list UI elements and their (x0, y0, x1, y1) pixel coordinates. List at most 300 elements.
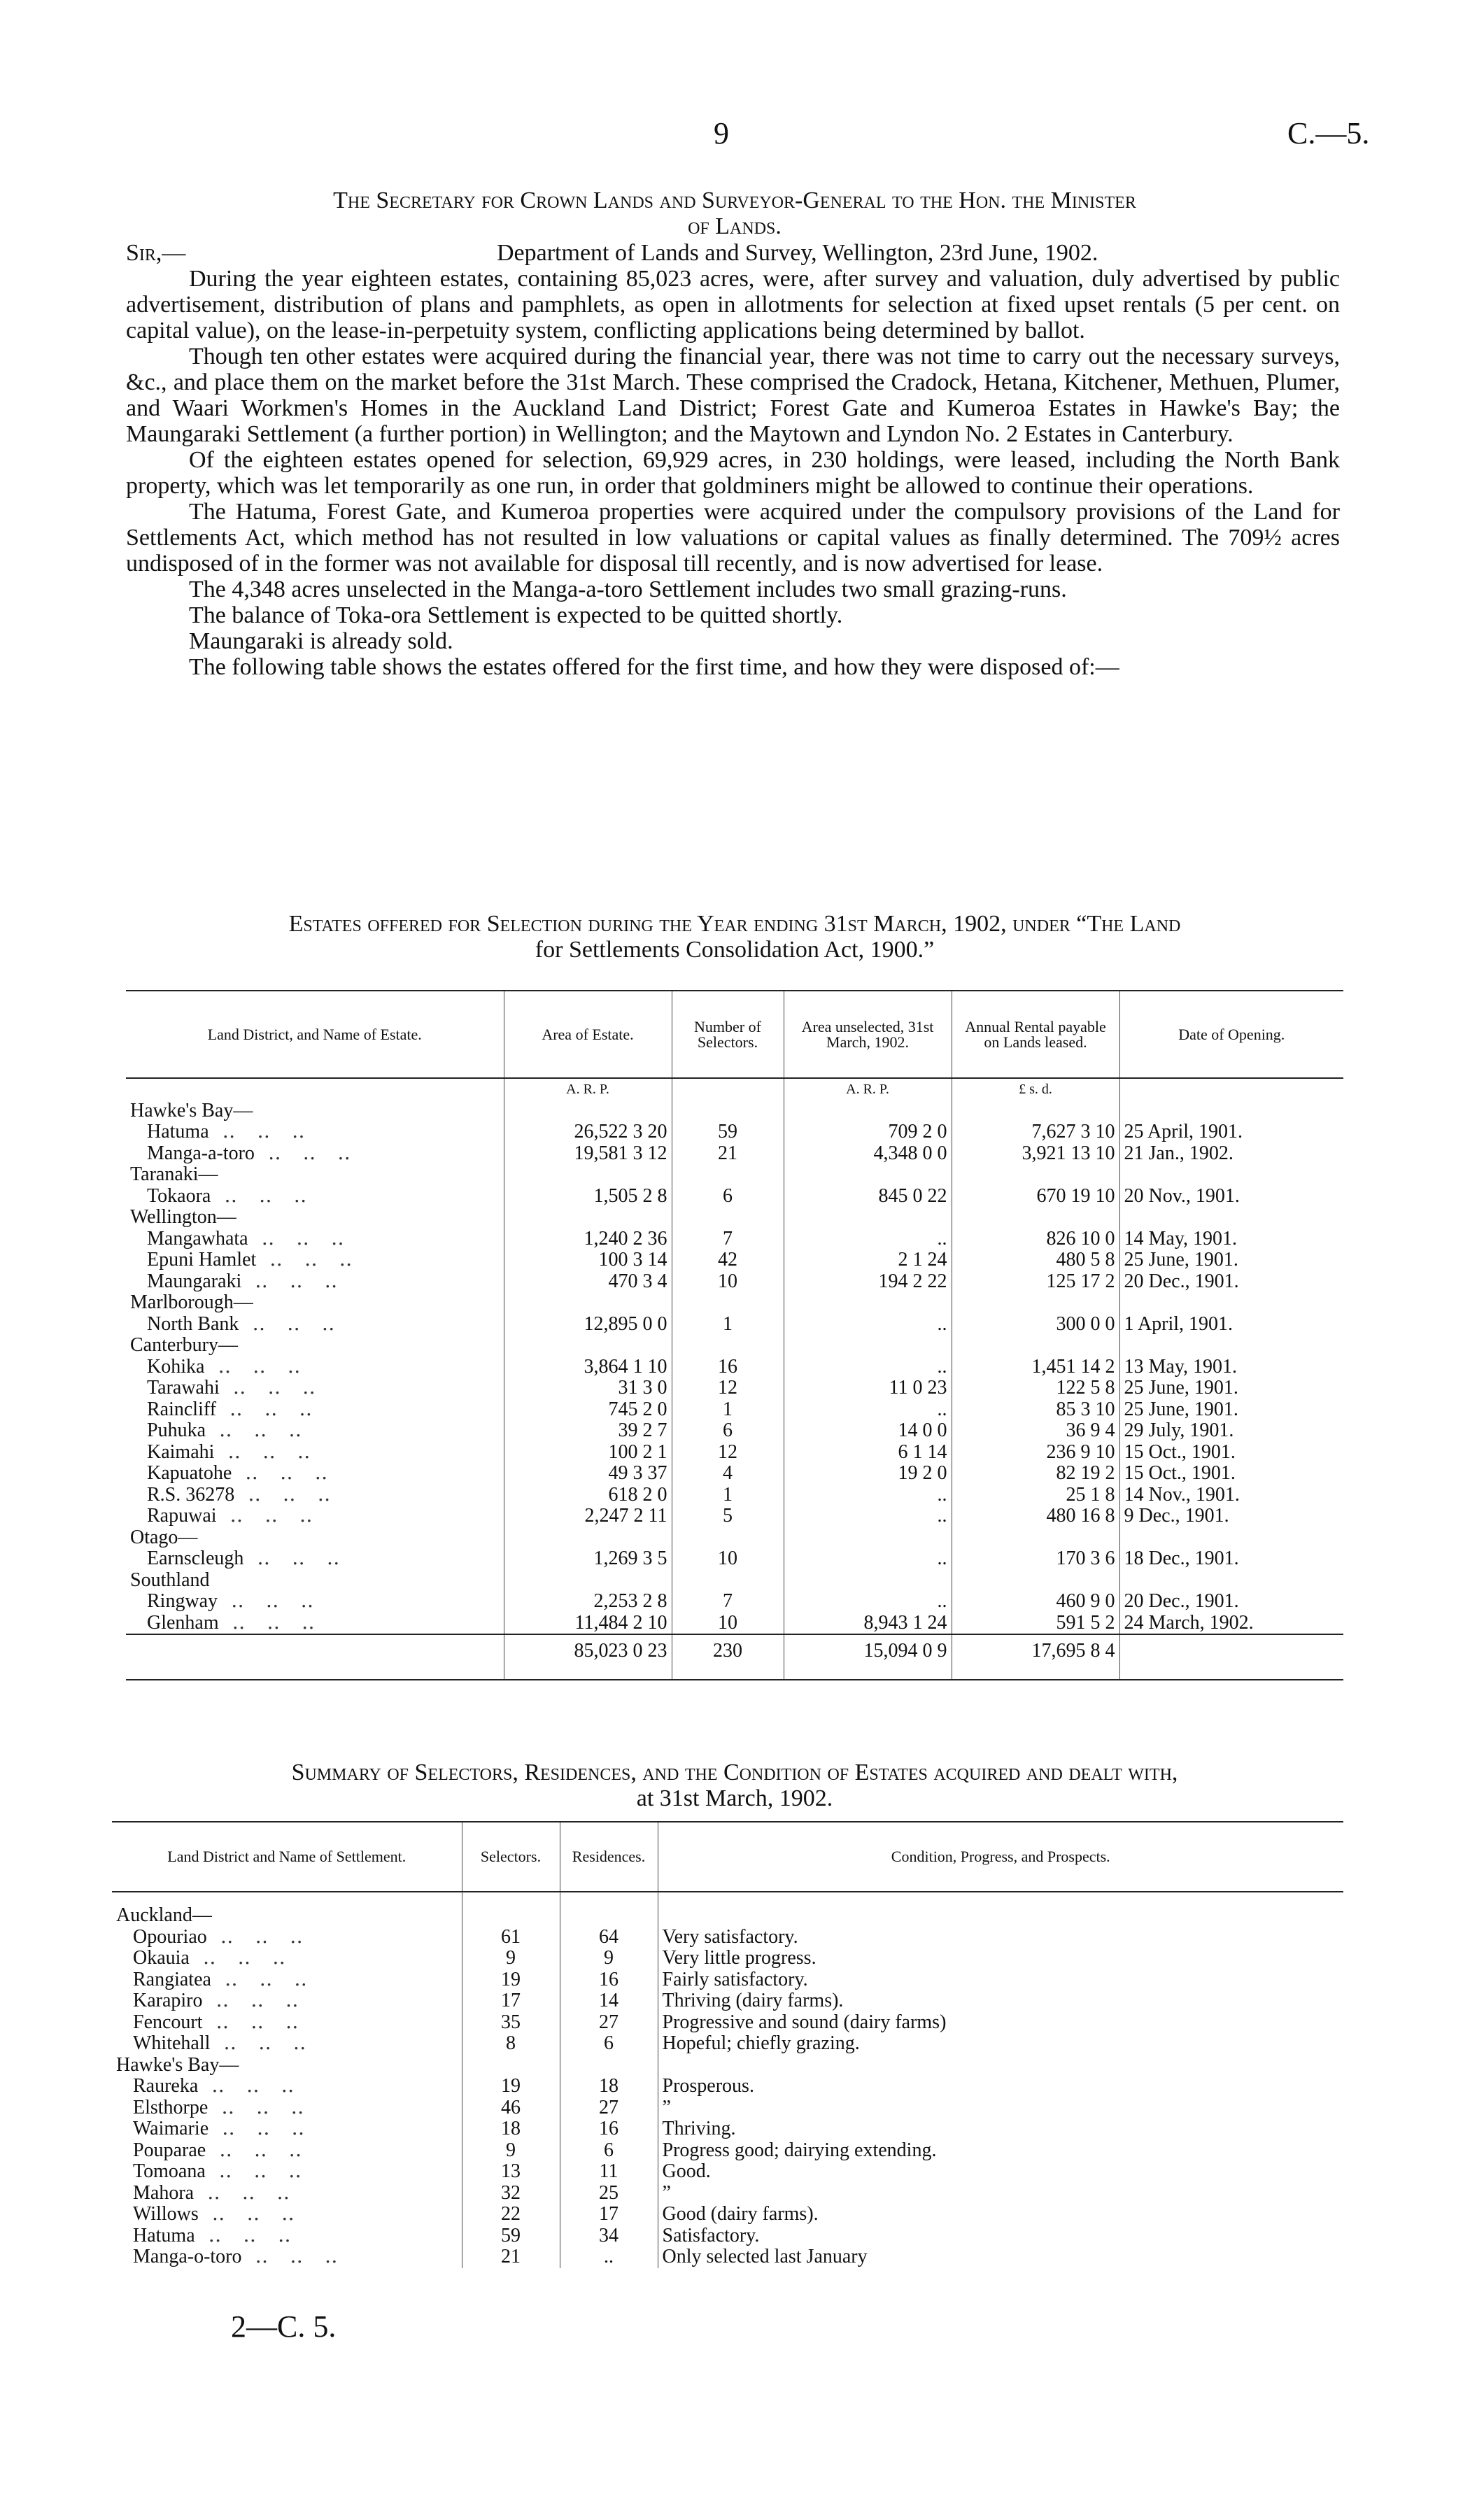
table-row (112, 2097, 1343, 2119)
unselected-cell: .. (784, 1506, 952, 1527)
district-row (126, 1207, 1343, 1229)
area-cell: 100 2 1 (504, 1442, 672, 1464)
table-row (112, 2246, 1343, 2268)
unselected-cell: 6 1 14 (784, 1442, 952, 1464)
salutation-line (126, 240, 1340, 266)
leader-dots: ‥ ‥ ‥ (209, 1121, 313, 1142)
paragraph: The 4,348 acres unselected in the Manga-a-toro Settlement includes two small grazing-runs. (189, 576, 1067, 602)
estate-name-cell (112, 2033, 462, 2055)
estate-name-cell (126, 1591, 504, 1613)
empty-cell (1119, 1164, 1343, 1186)
empty-cell (462, 2055, 560, 2076)
selectors-cell: 1 (672, 1485, 784, 1506)
leader-dots: ‥ ‥ ‥ (206, 2139, 311, 2161)
selectors-cell: 61 (462, 1927, 560, 1948)
table1-title-line2: for Settlements Consolidation Act, 1900.” (535, 937, 935, 963)
unselected-cell: 2 1 24 (784, 1250, 952, 1271)
residences-cell: .. (560, 2246, 658, 2268)
leader-dots: ‥ ‥ ‥ (248, 1228, 353, 1250)
empty-cell (462, 1892, 560, 1927)
unselected-cell: .. (784, 1548, 952, 1570)
rental-cell: 85 3 10 (952, 1399, 1119, 1421)
district-name: Hawke's Bay— (116, 2053, 239, 2076)
rental-cell: 3,921 13 10 (952, 1143, 1119, 1165)
leader-dots: ‥ ‥ ‥ (218, 1612, 323, 1634)
empty-cell (504, 1100, 672, 1122)
table2-title-line1: Summary of Selectors, Residences, and the Condition of Estates acquired and dealt with, (291, 1760, 1178, 1785)
unselected-cell: .. (784, 1399, 952, 1421)
col-header-date: Date of Opening. (1119, 991, 1343, 1078)
selectors-cell: 10 (672, 1548, 784, 1570)
table-row (126, 1357, 1343, 1378)
district-name: Auckland— (116, 1904, 212, 1926)
empty-cell (1119, 1570, 1343, 1592)
estate-name-cell (112, 2225, 462, 2247)
rental-cell: 25 1 8 (952, 1485, 1119, 1506)
estate-name: Waimarie (133, 2118, 209, 2139)
date-cell: 15 Oct., 1901. (1119, 1442, 1343, 1464)
selectors-cell: 19 (462, 1969, 560, 1991)
unselected-cell: .. (784, 1357, 952, 1378)
empty-cell (952, 1207, 1119, 1229)
leader-dots: ‥ ‥ ‥ (232, 1463, 337, 1484)
leader-dots: ‥ ‥ ‥ (256, 1250, 361, 1270)
estate-name: Rapuwai (147, 1506, 217, 1527)
col-header-condition: Condition, Progress, and Prospects. (658, 1822, 1343, 1892)
table2-title-line2: at 31st March, 1902. (636, 1785, 833, 1811)
condition-cell: Only selected last January (658, 2246, 1343, 2268)
estate-name: Fencourt (133, 2011, 203, 2033)
residences-cell: 6 (560, 2140, 658, 2162)
estate-name-cell (126, 1314, 504, 1336)
selectors-cell: 35 (462, 2012, 560, 2034)
estate-name: Maungaraki (147, 1270, 242, 1292)
estate-name: Whitehall (133, 2033, 211, 2054)
estate-name-cell (126, 1485, 504, 1506)
selectors-cell: 1 (672, 1314, 784, 1336)
table-row (112, 2118, 1343, 2140)
unselected-cell: 709 2 0 (784, 1121, 952, 1143)
estate-name: R.S. 36278 (147, 1484, 235, 1506)
condition-cell: Thriving. (658, 2118, 1343, 2140)
date-cell: 29 July, 1901. (1119, 1420, 1343, 1442)
estate-name: Tarawahi (147, 1378, 220, 1399)
unselected-cell: .. (784, 1485, 952, 1506)
unselected-cell: 19 2 0 (784, 1463, 952, 1485)
empty-cell (784, 1207, 952, 1229)
residences-cell: 17 (560, 2204, 658, 2225)
table-row (112, 1969, 1343, 1991)
selectors-cell: 7 (672, 1591, 784, 1613)
estate-name-cell (112, 2140, 462, 2162)
empty-cell (952, 1527, 1119, 1549)
col-header-area: Area of Estate. (504, 991, 672, 1078)
estate-name-cell (126, 1378, 504, 1399)
estate-name-cell (126, 1463, 504, 1485)
empty-cell (560, 2055, 658, 2076)
leader-dots: ‥ ‥ ‥ (241, 2246, 346, 2267)
residences-cell: 16 (560, 1969, 658, 1991)
selectors-cell: 59 (462, 2225, 560, 2247)
paragraph: The balance of Toka-ora Settlement is expected to be quitted shortly. (189, 602, 843, 628)
district-row (126, 1570, 1343, 1592)
rental-cell: 826 10 0 (952, 1229, 1119, 1250)
residences-cell: 9 (560, 1948, 658, 1969)
unselected-cell: 11 0 23 (784, 1378, 952, 1399)
empty-cell (504, 1570, 672, 1592)
condition-cell: Fairly satisfactory. (658, 1969, 1343, 1991)
district-row (126, 1164, 1343, 1186)
estate-name: Puhuka (147, 1420, 206, 1441)
col-header-rental: Annual Rental payable on Lands leased. (952, 991, 1119, 1078)
condition-cell: ” (658, 2097, 1343, 2119)
leader-dots: ‥ ‥ ‥ (208, 2097, 313, 2118)
estates-table-body (126, 1078, 1343, 1680)
totals-blank (126, 1634, 504, 1680)
selectors-cell: 32 (462, 2183, 560, 2204)
table-row (126, 1591, 1343, 1613)
table-row (112, 2225, 1343, 2247)
date-cell: 25 June, 1901. (1119, 1399, 1343, 1421)
residences-cell: 27 (560, 2012, 658, 2034)
table-row (126, 1143, 1343, 1165)
units-rent: £ s. d. (952, 1078, 1119, 1100)
leader-dots: ‥ ‥ ‥ (202, 1990, 307, 2011)
selectors-cell: 12 (672, 1378, 784, 1399)
leader-dots: ‥ ‥ ‥ (209, 2118, 313, 2139)
area-cell: 39 2 7 (504, 1420, 672, 1442)
units-row (126, 1078, 1343, 1100)
area-cell: 1,505 2 8 (504, 1186, 672, 1208)
district-row (126, 1292, 1343, 1314)
empty-cell (672, 1164, 784, 1186)
empty-cell (672, 1100, 784, 1122)
estate-name: Karapiro (133, 1990, 203, 2011)
empty-cell (784, 1527, 952, 1549)
date-cell: 14 Nov., 1901. (1119, 1485, 1343, 1506)
col-header-estate: Land District, and Name of Estate. (207, 1025, 422, 1043)
rental-cell: 480 5 8 (952, 1250, 1119, 1271)
empty-cell (1119, 1527, 1343, 1549)
condition-cell: Good (dairy farms). (658, 2204, 1343, 2225)
paragraph: During the year eighteen estates, containing 85,023 acres, were, after survey and valuation, duly advertised by public advertisement, distribution of plans and pamphlets, as open in allotments for selection at fixed upset rentals (5 per cent. on capital value), on the lease-in-perpetuity system, conflicting applications being determined by ballot. (126, 266, 1340, 344)
table-row (126, 1548, 1343, 1570)
table-row (126, 1314, 1343, 1336)
estate-name-cell (126, 1420, 504, 1442)
empty-cell (672, 1570, 784, 1592)
empty-cell (784, 1100, 952, 1122)
area-cell: 618 2 0 (504, 1485, 672, 1506)
empty-cell (560, 1892, 658, 1927)
residences-cell: 25 (560, 2183, 658, 2204)
table-row (126, 1463, 1343, 1485)
units-blank (126, 1078, 504, 1100)
rental-cell: 125 17 2 (952, 1271, 1119, 1293)
page-number: 9 (714, 116, 729, 150)
selectors-cell: 16 (672, 1357, 784, 1378)
paragraph: The Hatuma, Forest Gate, and Kumeroa properties were acquired under the compulsory provisions of the Land for Settlements Act, which method has not resulted in low valuations or capital values as finally determined. The 709½ acres undisposed of in the former was not available for disposal till recently, and is now advertised for lease. (126, 499, 1340, 576)
units-area: A. R. P. (504, 1078, 672, 1100)
selectors-cell: 46 (462, 2097, 560, 2119)
estate-name: Opouriao (133, 1926, 207, 1948)
condition-cell: Hopeful; chiefly grazing. (658, 2033, 1343, 2055)
empty-cell (504, 1292, 672, 1314)
condition-cell: Prosperous. (658, 2076, 1343, 2097)
table-row (126, 1229, 1343, 1250)
table-row (126, 1271, 1343, 1293)
letter-heading-line1: The Secretary for Crown Lands and Surveyor-General to the Hon. the Minister (333, 187, 1136, 213)
estate-name: Hatuma (133, 2225, 195, 2246)
district-name: Southland (130, 1569, 210, 1591)
empty-cell (504, 1527, 672, 1549)
rental-cell: 7,627 3 10 (952, 1121, 1119, 1143)
condition-cell: Progressive and sound (dairy farms) (658, 2012, 1343, 2034)
selectors-cell: 42 (672, 1250, 784, 1271)
area-cell: 2,247 2 11 (504, 1506, 672, 1527)
area-cell: 2,253 2 8 (504, 1591, 672, 1613)
estate-name: Kohika (147, 1356, 205, 1378)
rental-cell: 480 16 8 (952, 1506, 1119, 1527)
total-rental: 17,695 8 4 (952, 1634, 1119, 1680)
rental-cell: 236 9 10 (952, 1442, 1119, 1464)
empty-cell (1119, 1292, 1343, 1314)
area-cell: 3,864 1 10 (504, 1357, 672, 1378)
estate-name-cell (126, 1548, 504, 1570)
estate-name: Manga-a-toro (147, 1142, 255, 1164)
selectors-cell: 10 (672, 1271, 784, 1293)
unselected-cell: 194 2 22 (784, 1271, 952, 1293)
date-cell: 13 May, 1901. (1119, 1357, 1343, 1378)
empty-cell (952, 1292, 1119, 1314)
estate-name-cell (112, 2246, 462, 2268)
letter-body (126, 240, 1340, 680)
leader-dots: ‥ ‥ ‥ (211, 1969, 316, 1990)
leader-dots: ‥ ‥ ‥ (189, 1948, 294, 1969)
total-unselected: 15,094 0 9 (784, 1634, 952, 1680)
selectors-cell: 4 (672, 1463, 784, 1485)
table-row (112, 2076, 1343, 2097)
district-row (112, 2055, 1343, 2076)
district-row (126, 1527, 1343, 1549)
table-row (126, 1442, 1343, 1464)
estate-name-cell (112, 2076, 462, 2097)
table-row (112, 2161, 1343, 2183)
empty-cell (784, 1164, 952, 1186)
leader-dots: ‥ ‥ ‥ (219, 1378, 324, 1399)
district-row (126, 1335, 1343, 1357)
estate-name: Elsthorpe (133, 2097, 209, 2118)
empty-cell (952, 1164, 1119, 1186)
condition-cell: ” (658, 2183, 1343, 2204)
leader-dots: ‥ ‥ ‥ (241, 1270, 346, 1292)
area-cell: 31 3 0 (504, 1378, 672, 1399)
selectors-cell: 6 (672, 1186, 784, 1208)
residences-cell: 14 (560, 1990, 658, 2012)
area-cell: 745 2 0 (504, 1399, 672, 1421)
selectors-cell: 5 (672, 1506, 784, 1527)
unselected-cell: 8,943 1 24 (784, 1613, 952, 1635)
leader-dots: ‥ ‥ ‥ (254, 1142, 359, 1164)
unselected-cell: .. (784, 1591, 952, 1613)
condition-cell: Thriving (dairy farms). (658, 1990, 1343, 2012)
empty-cell (1119, 1100, 1343, 1122)
col-header-unselected: Area unselected, 31st March, 1902. (784, 991, 952, 1078)
leader-dots: ‥ ‥ ‥ (202, 2011, 307, 2033)
area-cell: 49 3 37 (504, 1463, 672, 1485)
estate-name: Manga-o-toro (133, 2246, 242, 2267)
condition-cell: Very satisfactory. (658, 1927, 1343, 1948)
area-cell: 11,484 2 10 (504, 1613, 672, 1635)
leader-dots: ‥ ‥ ‥ (216, 1399, 321, 1420)
district-name: Hawke's Bay— (130, 1099, 253, 1121)
table-row (112, 1948, 1343, 1969)
estate-name: Mangawhata (147, 1228, 248, 1250)
selectors-cell: 9 (462, 2140, 560, 2162)
selectors-cell: 6 (672, 1420, 784, 1442)
rental-cell: 591 5 2 (952, 1613, 1119, 1635)
paragraph: Of the eighteen estates opened for selection, 69,929 acres, in 230 holdings, were leased, including the North Bank property, which was let temporarily as one run, in order that goldminers might be allowed to continue their operations. (126, 447, 1340, 499)
selectors-cell: 18 (462, 2118, 560, 2140)
leader-dots: ‥ ‥ ‥ (216, 1506, 321, 1527)
estate-name-cell (126, 1506, 504, 1527)
rental-cell: 1,451 14 2 (952, 1357, 1119, 1378)
leader-dots: ‥ ‥ ‥ (214, 1441, 319, 1463)
empty-cell (672, 1335, 784, 1357)
selectors-cell: 10 (672, 1613, 784, 1635)
unselected-cell: 4,348 0 0 (784, 1143, 952, 1165)
estate-name-cell (112, 2012, 462, 2034)
residences-cell: 64 (560, 1927, 658, 1948)
rental-cell: 170 3 6 (952, 1548, 1119, 1570)
estate-name: Epuni Hamlet (147, 1250, 257, 1270)
estate-name: Tokaora (147, 1185, 211, 1207)
estate-name: Rangiatea (133, 1969, 211, 1990)
district-name: Canterbury— (130, 1334, 238, 1356)
estate-name: Okauia (133, 1948, 190, 1969)
date-cell: 25 June, 1901. (1119, 1250, 1343, 1271)
paragraph: The following table shows the estates offered for the first time, and how they were disposed of:— (189, 654, 1119, 680)
leader-dots: ‥ ‥ ‥ (239, 1313, 344, 1335)
selectors-cell: 22 (462, 2204, 560, 2225)
selectors-cell: 21 (462, 2246, 560, 2268)
estate-name: Willows (133, 2204, 199, 2225)
estate-name-cell (112, 1948, 462, 1969)
empty-cell (952, 1100, 1119, 1122)
residences-cell: 6 (560, 2033, 658, 2055)
selectors-cell: 12 (672, 1442, 784, 1464)
selectors-cell: 17 (462, 1990, 560, 2012)
selectors-cell: 1 (672, 1399, 784, 1421)
table-row (126, 1121, 1343, 1143)
date-cell: 9 Dec., 1901. (1119, 1506, 1343, 1527)
table-row (126, 1613, 1343, 1635)
area-cell: 1,240 2 36 (504, 1229, 672, 1250)
leader-dots: ‥ ‥ ‥ (206, 1420, 311, 1441)
district-name: Taranaki— (130, 1163, 218, 1185)
date-cell: 21 Jan., 1902. (1119, 1143, 1343, 1165)
estate-name-cell (126, 1357, 504, 1378)
total-area: 85,023 0 23 (504, 1634, 672, 1680)
rental-cell: 670 19 10 (952, 1186, 1119, 1208)
unselected-cell: .. (784, 1314, 952, 1336)
leader-dots: ‥ ‥ ‥ (243, 1548, 348, 1569)
unselected-cell: 14 0 0 (784, 1420, 952, 1442)
empty-cell (784, 1292, 952, 1314)
residences-cell: 18 (560, 2076, 658, 2097)
unselected-cell: 845 0 22 (784, 1186, 952, 1208)
condition-cell: Good. (658, 2161, 1343, 2183)
empty-cell (672, 1207, 784, 1229)
date-cell: 20 Nov., 1901. (1119, 1186, 1343, 1208)
table-row (126, 1378, 1343, 1399)
estate-name: Kapuatohe (147, 1463, 232, 1484)
selectors-cell: 19 (462, 2076, 560, 2097)
leader-dots: ‥ ‥ ‥ (218, 1591, 323, 1612)
estate-name: Earnscleugh (147, 1548, 244, 1569)
estate-name: North Bank (147, 1313, 239, 1335)
empty-cell (672, 1527, 784, 1549)
estate-name-cell (126, 1271, 504, 1293)
table-row (112, 2012, 1343, 2034)
selectors-cell: 21 (672, 1143, 784, 1165)
date-cell: 20 Dec., 1901. (1119, 1271, 1343, 1293)
estate-name: Raincliff (147, 1399, 217, 1420)
estate-name-cell (126, 1250, 504, 1271)
district-name: Otago— (130, 1526, 198, 1548)
estate-name-cell (126, 1442, 504, 1464)
totals-blank (1119, 1634, 1343, 1680)
leader-dots: ‥ ‥ ‥ (204, 1356, 309, 1378)
rental-cell: 122 5 8 (952, 1378, 1119, 1399)
col-header-settlement: Land District and Name of Settlement. (167, 1848, 407, 1865)
condition-cell: Progress good; dairying extending. (658, 2140, 1343, 2162)
estate-name: Ringway (147, 1591, 218, 1612)
totals-row (126, 1634, 1343, 1680)
estate-name-cell (112, 2097, 462, 2119)
table-row (112, 2140, 1343, 2162)
date-cell: 20 Dec., 1901. (1119, 1591, 1343, 1613)
empty-cell (784, 1570, 952, 1592)
units-blank (672, 1078, 784, 1100)
leader-dots: ‥ ‥ ‥ (206, 1926, 311, 1948)
date-cell: 18 Dec., 1901. (1119, 1548, 1343, 1570)
rental-cell: 36 9 4 (952, 1420, 1119, 1442)
area-cell: 19,581 3 12 (504, 1143, 672, 1165)
document-reference: C.—5. (1287, 116, 1370, 150)
residences-cell: 16 (560, 2118, 658, 2140)
estate-name-cell (126, 1186, 504, 1208)
empty-cell (504, 1207, 672, 1229)
leader-dots: ‥ ‥ ‥ (205, 2161, 310, 2182)
col-header-selectors: Selectors. (462, 1822, 560, 1892)
table-row (112, 1927, 1343, 1948)
table-row (112, 2183, 1343, 2204)
area-cell: 470 3 4 (504, 1271, 672, 1293)
table-row (126, 1399, 1343, 1421)
table-row (112, 2204, 1343, 2225)
estate-name-cell (112, 2183, 462, 2204)
leader-dots: ‥ ‥ ‥ (195, 2225, 299, 2246)
selectors-cell: 8 (462, 2033, 560, 2055)
table-row (126, 1250, 1343, 1271)
empty-cell (784, 1335, 952, 1357)
table-row (112, 1990, 1343, 2012)
unselected-cell: .. (784, 1229, 952, 1250)
table-row (126, 1420, 1343, 1442)
district-name: Wellington— (130, 1206, 236, 1228)
date-cell: 24 March, 1902. (1119, 1613, 1343, 1635)
district-name: Marlborough— (130, 1291, 253, 1313)
